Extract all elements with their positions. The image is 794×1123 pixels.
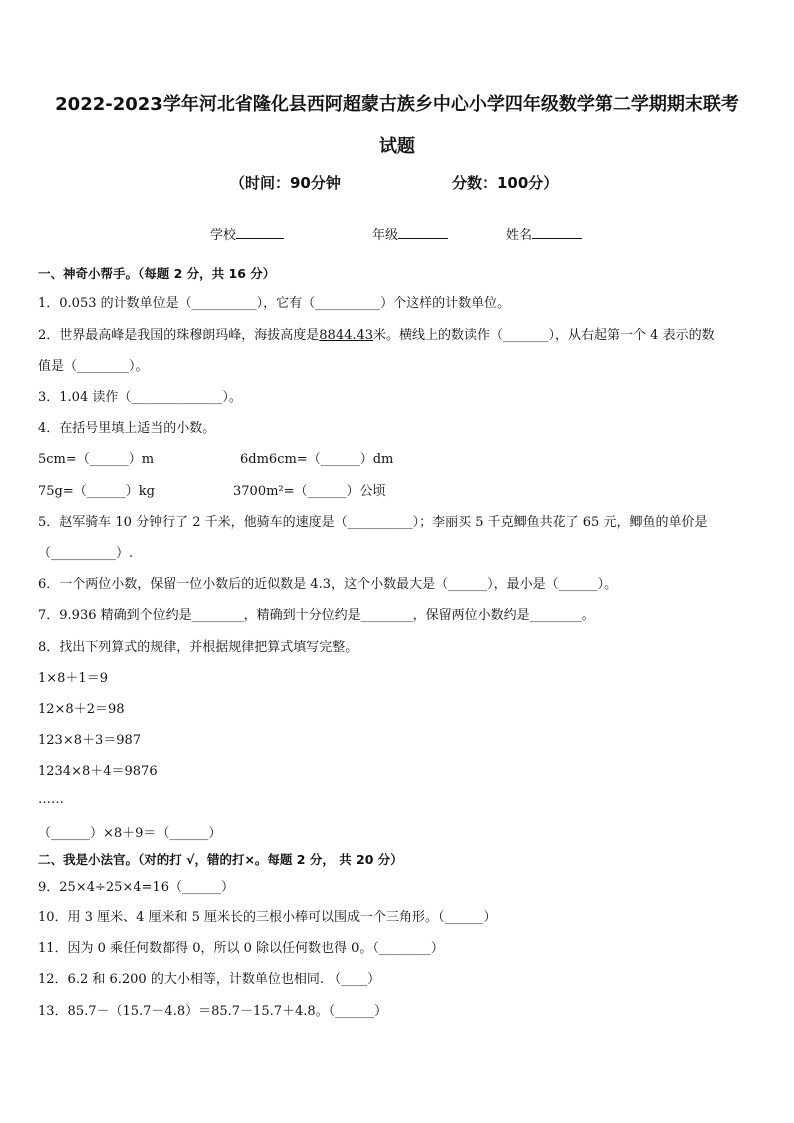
question-2-line2: 值是（________）。 [38,359,149,374]
question-2-text-tail: 米。横线上的数读作（_______），从右起第一个 4 表示的数 [373,328,715,343]
school-label: 学校 [210,228,237,243]
section-1-heading: 一、神奇小帮手。（每题 2 分，共 16 分） [38,266,276,281]
question-8-eq4: 1234×8＋4＝9876 [38,764,158,779]
grade-blank[interactable] [398,226,448,239]
question-11: 11．因为 0 乘任何数都得 0，所以 0 除以任何数也得 0。（________） [38,941,444,956]
question-8: 8．找出下列算式的规律，并根据规律把算式填写完整。 [38,640,359,655]
name-field [506,224,582,243]
question-8-eq5: （______）×8＋9＝（______） [38,826,222,841]
question-2-text: 2．世界最高峰是我国的珠穆朗玛峰，海拔高度是 [38,328,320,343]
section-2-heading: 二、我是小法官。（对的打 √，错的打×。每题 2 分， 共 20 分） [38,852,403,867]
school-blank[interactable] [236,226,284,239]
question-4b: 6dm6cm=（______）dm [240,452,394,467]
grade-field [372,224,448,243]
question-8-eq2: 12×8＋2＝98 [38,702,125,717]
question-4a: 5cm=（______）m [38,452,155,467]
question-6: 6．一个两位小数，保留一位小数后的近似数是 4.3，这个小数最大是（______），最小是（______）。 [38,577,618,592]
question-5-line2: （__________）. [38,546,134,561]
question-1: 1．0.053 的计数单位是（__________），它有（__________）个这样的计数单位。 [38,296,511,311]
question-4c: 75g=（______）kg [38,484,155,499]
question-12: 12．6.2 和 6.200 的大小相等，计数单位也相同. （____） [38,972,381,987]
exam-title-line1: 2022-2023学年河北省隆化县西阿超蒙古族乡中心小学四年级数学第二学期期末联考 [55,94,739,115]
question-3: 3．1.04 读作（______________）。 [38,390,242,405]
question-7: 7．9.936 精确到个位约是________，精确到十分位约是________，保留两位小数约是________。 [38,608,595,623]
name-label: 姓名 [506,228,533,243]
question-13: 13．85.7－（15.7－4.8）＝85.7－15.7＋4.8。（______） [38,1004,388,1019]
exam-title-line2: 试题 [379,136,415,157]
exam-time: （时间：90分钟 [230,174,341,192]
question-4: 4．在括号里填上适当的小数。 [38,421,216,436]
question-2-number: 8844.43 [319,328,374,343]
exam-score: 分数：100分） [452,174,559,192]
question-8-eq3: 123×8＋3＝987 [38,733,142,748]
question-9: 9．25×4÷25×4=16（______） [38,880,235,895]
name-blank[interactable] [532,226,582,239]
question-2-line1 [38,324,715,343]
grade-label: 年级 [372,228,399,243]
question-5-line1: 5．赵军骑车 10 分钟行了 2 千米，他骑车的速度是（__________）；李丽买 5 千克鲫鱼共花了 65 元，鲫鱼的单价是 [38,515,708,530]
question-8-eq1: 1×8＋1＝9 [38,671,108,686]
question-10: 10．用 3 厘米、4 厘米和 5 厘米长的三根小棒可以围成一个三角形。（______） [38,910,497,925]
school-field [210,224,284,243]
question-8-ellipsis: …… [38,792,64,807]
question-4d: 3700m²=（______）公顷 [233,484,386,499]
